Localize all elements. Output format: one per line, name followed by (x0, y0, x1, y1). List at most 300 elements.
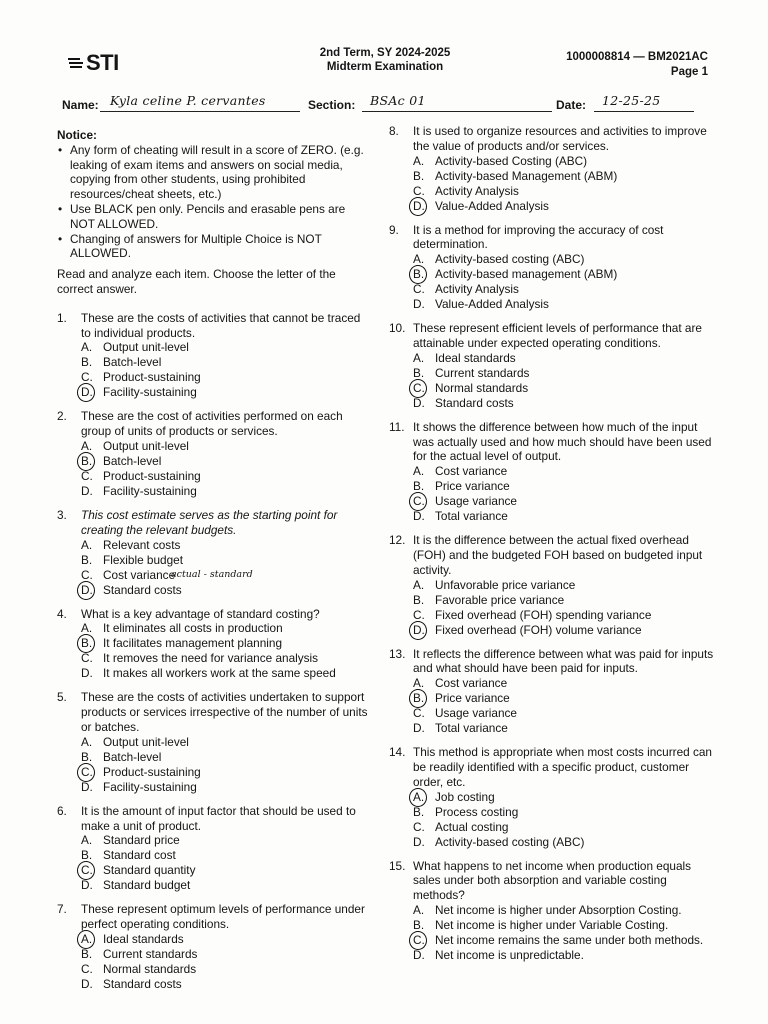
notice-bullet (57, 202, 372, 232)
answer-option[interactable] (81, 583, 372, 598)
answer-option[interactable] (81, 454, 372, 469)
answer-option[interactable] (413, 790, 719, 805)
answer-option[interactable] (81, 750, 372, 765)
answer-option[interactable] (413, 396, 719, 411)
question-item (389, 647, 719, 737)
question-stem (389, 321, 719, 351)
option-letter (81, 932, 103, 947)
question-stem (389, 533, 719, 577)
option-text: Standard costs (435, 395, 514, 410)
answer-option[interactable] (413, 184, 719, 199)
option-letter-text: D. (81, 483, 93, 498)
option-letter (413, 933, 435, 948)
option-letter-text: A. (413, 252, 425, 267)
option-letter-text: D. (413, 198, 425, 213)
option-list (57, 538, 372, 598)
option-text: Facility-sustaining (103, 385, 197, 400)
option-list (389, 252, 719, 312)
option-letter-text: C. (413, 183, 425, 198)
option-text: Job costing (435, 789, 495, 804)
option-letter (81, 385, 103, 400)
answer-option[interactable] (81, 469, 372, 484)
option-letter (413, 706, 435, 721)
term-line: 2nd Term, SY 2024-2025 (319, 47, 451, 59)
option-text: It removes the need for variance analysis (103, 651, 319, 666)
option-letter-text: A. (413, 577, 425, 592)
question-stem (389, 647, 719, 677)
question-stem (57, 311, 372, 341)
option-letter (81, 962, 103, 977)
notice-title: Notice: (57, 128, 97, 142)
option-letter-text: A. (81, 734, 93, 749)
date-line (594, 111, 694, 112)
question-text: These represent efficient levels of performance that are attainable under expected operating conditions. (413, 321, 702, 350)
question-number: 12. (389, 533, 406, 548)
question-stem (57, 902, 372, 932)
question-list-right (389, 124, 719, 963)
option-list (57, 621, 372, 681)
answer-option[interactable] (413, 721, 719, 736)
logo-swoosh-icon (68, 55, 84, 71)
question-item (57, 690, 372, 794)
option-text: Output unit-level (103, 734, 189, 749)
option-letter (81, 355, 103, 370)
option-text: Activity-based costing (ABC) (435, 252, 585, 267)
answer-option[interactable] (413, 691, 719, 706)
answer-option[interactable] (413, 903, 719, 918)
option-letter (81, 878, 103, 893)
question-text: It shows the difference between how much of the input was actually used and how much should have been used for the actual level of output. (413, 419, 712, 464)
option-text: Net income is higher under Variable Costing. (435, 917, 669, 932)
bullet-icon: • (58, 142, 63, 157)
question-item (57, 409, 372, 499)
question-number: 11. (389, 419, 405, 434)
question-number: 10. (389, 321, 406, 336)
question-stem (57, 409, 372, 439)
answer-circle-mark (77, 581, 95, 600)
answer-option[interactable] (413, 381, 719, 396)
instructions: Read and analyze each item. Choose the letter of the correct answer. (57, 267, 336, 296)
answer-option[interactable] (413, 509, 719, 524)
option-text: Batch-level (103, 355, 162, 370)
option-letter-text: B. (81, 848, 93, 863)
student-info-row (62, 94, 710, 114)
question-text: These represent optimum levels of performance under perfect operating conditions. (81, 902, 365, 932)
question-stem (389, 745, 719, 789)
answer-option[interactable] (413, 593, 719, 608)
option-letter (413, 282, 435, 297)
notice-text: Use BLACK pen only. Pencils and erasable pens are NOT ALLOWED. (70, 201, 346, 231)
question-number: 7. (57, 902, 67, 917)
option-letter (413, 721, 435, 736)
option-letter (81, 538, 103, 553)
question-number: 3. (57, 507, 67, 522)
question-item (389, 859, 719, 963)
question-text: These are the costs of activities undertaken to support products or services irrespective of the number of units or batches. (81, 690, 368, 734)
option-letter (413, 805, 435, 820)
option-letter (413, 351, 435, 366)
option-letter (413, 154, 435, 169)
notice-text: Any form of cheating will result in a score of ZERO. (e.g. leaking of exam items and answers on social media, copying from other students, using prohibited resources/cheat sheets, etc.) (70, 142, 364, 202)
option-list (389, 903, 719, 963)
option-letter (413, 623, 435, 638)
option-letter (413, 297, 435, 312)
option-letter (81, 484, 103, 499)
page-number: Page 1 (670, 66, 708, 78)
option-letter-text: A. (81, 931, 93, 946)
answer-option[interactable] (413, 835, 719, 850)
option-letter (413, 464, 435, 479)
question-text: It is the amount of input factor that should be used to make a unit of product. (81, 803, 356, 833)
option-letter-text: A. (81, 621, 93, 636)
option-letter-text: C. (413, 494, 425, 509)
answer-option[interactable] (413, 706, 719, 721)
option-text: Net income is unpredictable. (435, 947, 584, 962)
option-letter-text: D. (413, 297, 425, 312)
section-value: BSAc 01 (370, 93, 426, 108)
option-letter-text: D. (81, 976, 93, 991)
question-number: 9. (389, 222, 399, 237)
option-list (57, 833, 372, 893)
option-letter (413, 691, 435, 706)
option-text: Standard quantity (103, 863, 196, 878)
option-letter (81, 553, 103, 568)
option-letter-text: A. (81, 833, 93, 848)
option-text: It makes all workers work at the same speed (103, 666, 336, 681)
answer-option[interactable] (413, 608, 719, 623)
option-list (389, 351, 719, 411)
answer-circle-mark (409, 197, 427, 216)
option-letter-text: C. (81, 651, 93, 666)
option-text: Fixed overhead (FOH) spending variance (435, 607, 652, 622)
answer-option[interactable] (81, 765, 372, 780)
option-text: Activity-based Costing (ABC) (435, 153, 588, 168)
option-letter (81, 583, 103, 598)
notice-bullet (57, 232, 372, 262)
option-letter-text: C. (413, 282, 425, 297)
option-letter-text: C. (81, 764, 93, 779)
option-list (57, 932, 372, 992)
answer-option[interactable] (413, 351, 719, 366)
logo-text: STI (86, 50, 119, 75)
option-text: Cost variance (103, 567, 176, 582)
question-list-left (57, 311, 372, 992)
answer-option[interactable] (81, 355, 372, 370)
question-item (57, 902, 372, 992)
option-letter-text: D. (413, 395, 425, 410)
question-text: What happens to net income when production equals sales under both absorption and variable costing methods? (413, 858, 692, 903)
option-text: Price variance (435, 479, 510, 494)
option-letter-text: A. (413, 789, 425, 804)
option-text: Activity Analysis (435, 183, 519, 198)
option-letter-text: C. (413, 380, 425, 395)
option-letter (81, 636, 103, 651)
answer-option[interactable] (413, 366, 719, 381)
option-letter-text: B. (413, 592, 425, 607)
answer-option[interactable] (413, 199, 719, 214)
answer-option[interactable] (413, 479, 719, 494)
option-letter-text: B. (81, 636, 93, 651)
answer-option[interactable] (413, 297, 719, 312)
option-letter-text: B. (413, 365, 425, 380)
question-number: 6. (57, 803, 67, 818)
option-letter-text: C. (413, 706, 425, 721)
option-text: Total variance (435, 509, 508, 524)
option-text: Product-sustaining (103, 764, 201, 779)
option-text: Activity-based Management (ABM) (435, 168, 618, 183)
question-text: These are the costs of activities that cannot be traced to individual products. (81, 310, 361, 340)
option-text: Favorable price variance (435, 592, 565, 607)
option-text: Ideal standards (435, 350, 516, 365)
question-item (389, 124, 719, 214)
name-line (100, 111, 300, 112)
option-text: Standard budget (103, 878, 191, 893)
question-stem (57, 508, 372, 538)
option-letter-text: A. (413, 902, 425, 917)
answer-option[interactable] (81, 833, 372, 848)
answer-option[interactable] (413, 918, 719, 933)
option-text: Process costing (435, 804, 519, 819)
answer-option[interactable] (81, 568, 372, 583)
option-text: Usage variance (435, 494, 517, 509)
answer-option[interactable] (81, 621, 372, 636)
handwritten-note: actual - standard (171, 568, 253, 580)
option-letter-text: A. (81, 438, 93, 453)
option-letter-text: C. (81, 468, 93, 483)
option-letter-text: B. (81, 355, 93, 370)
answer-option[interactable] (81, 370, 372, 385)
bullet-icon: • (58, 201, 63, 216)
option-text: Net income remains the same under both methods. (435, 932, 704, 947)
answer-option[interactable] (81, 735, 372, 750)
option-letter (81, 340, 103, 355)
answer-option[interactable] (81, 848, 372, 863)
answer-option[interactable] (81, 340, 372, 355)
option-text: Standard costs (103, 582, 182, 597)
answer-option[interactable] (413, 948, 719, 963)
option-letter (81, 454, 103, 469)
option-letter (81, 666, 103, 681)
option-text: Normal standards (103, 961, 197, 976)
answer-option[interactable] (81, 651, 372, 666)
answer-circle-mark (77, 383, 95, 402)
section-label: Section: (308, 98, 356, 112)
option-text: Fixed overhead (FOH) volume variance (435, 622, 642, 637)
option-letter-text: B. (81, 946, 93, 961)
option-letter (413, 593, 435, 608)
option-letter (413, 578, 435, 593)
answer-option[interactable] (413, 676, 719, 691)
option-letter (413, 835, 435, 850)
option-letter (81, 977, 103, 992)
answer-option[interactable] (81, 780, 372, 795)
answer-option[interactable] (413, 494, 719, 509)
option-letter (81, 947, 103, 962)
option-letter-text: D. (81, 779, 93, 794)
question-number: 15. (389, 858, 406, 873)
answer-option[interactable] (413, 267, 719, 282)
question-stem (389, 859, 719, 903)
option-letter-text: C. (413, 819, 425, 834)
option-text: Unfavorable price variance (435, 577, 576, 592)
option-text: Relevant costs (103, 537, 181, 552)
option-letter-text: A. (413, 464, 425, 479)
option-letter-text: C. (413, 607, 425, 622)
date-label: Date: (556, 98, 587, 112)
option-letter-text: A. (413, 676, 425, 691)
option-text: Standard price (103, 833, 180, 848)
option-letter (413, 903, 435, 918)
question-text: It reflects the difference between what was paid for inputs and what should have been paid for inputs. (413, 646, 714, 676)
answer-option[interactable] (81, 977, 372, 992)
option-letter (81, 780, 103, 795)
answer-option[interactable] (413, 820, 719, 835)
option-letter-text: D. (413, 721, 425, 736)
question-number: 1. (57, 310, 67, 325)
option-letter-text: D. (413, 947, 425, 962)
option-text: Current standards (103, 946, 198, 961)
notice-bullet (57, 143, 372, 202)
answer-option[interactable] (413, 805, 719, 820)
exam-code: 1000008814 — BM2021AC (566, 51, 708, 63)
option-text: Cost variance (435, 464, 508, 479)
option-text: Output unit-level (103, 340, 189, 355)
option-letter (413, 267, 435, 282)
option-letter (81, 469, 103, 484)
exam-code-block (566, 50, 708, 80)
option-letter (81, 735, 103, 750)
answer-option[interactable] (81, 932, 372, 947)
option-letter-text: C. (81, 370, 93, 385)
option-letter-text: D. (81, 878, 93, 893)
option-letter (413, 396, 435, 411)
question-item (57, 607, 372, 682)
option-letter-text: A. (413, 153, 425, 168)
option-text: Usage variance (435, 706, 517, 721)
option-text: Ideal standards (103, 931, 184, 946)
question-stem (57, 804, 372, 834)
option-letter-text: D. (413, 834, 425, 849)
answer-option[interactable] (81, 439, 372, 454)
question-stem (389, 124, 719, 154)
name-label: Name: (62, 98, 99, 112)
notice-text: Changing of answers for Multiple Choice is NOT ALLOWED. (70, 231, 322, 261)
answer-option[interactable] (81, 538, 372, 553)
date-value: 12-25-25 (602, 93, 661, 108)
option-letter-text: A. (81, 537, 93, 552)
option-text: Batch-level (103, 749, 162, 764)
option-letter-text: B. (81, 552, 93, 567)
answer-option[interactable] (413, 933, 719, 948)
option-letter (81, 765, 103, 780)
option-letter-text: C. (81, 863, 93, 878)
left-column (57, 128, 372, 1001)
name-value: Kyla celine P. cervantes (110, 93, 266, 108)
question-text: It is used to organize resources and activities to improve the value of products and/or services. (413, 124, 707, 153)
option-text: Batch-level (103, 453, 162, 468)
answer-option[interactable] (413, 578, 719, 593)
option-letter (81, 651, 103, 666)
answer-option[interactable] (413, 252, 719, 267)
option-text: Standard cost (103, 848, 176, 863)
question-text: It is the difference between the actual fixed overhead (FOH) and the budgeted FOH based on budgeted input activity. (413, 533, 703, 577)
option-list (57, 340, 372, 400)
answer-option[interactable] (413, 464, 719, 479)
option-text: Facility-sustaining (103, 483, 197, 498)
option-letter-text: D. (413, 509, 425, 524)
option-letter-text: D. (413, 622, 425, 637)
right-column (389, 124, 719, 972)
option-letter-text: A. (81, 340, 93, 355)
answer-option[interactable] (413, 154, 719, 169)
question-text: These are the cost of activities performed on each group of units of products or services. (81, 409, 343, 439)
option-list (57, 439, 372, 499)
answer-option[interactable] (81, 385, 372, 400)
option-letter (413, 199, 435, 214)
answer-option[interactable] (81, 666, 372, 681)
answer-option[interactable] (413, 282, 719, 297)
answer-option[interactable] (81, 484, 372, 499)
answer-option[interactable] (413, 169, 719, 184)
answer-circle-mark (409, 621, 427, 640)
option-text: Output unit-level (103, 438, 189, 453)
question-number: 2. (57, 409, 67, 424)
option-text: Activity-based management (ABM) (435, 267, 618, 282)
exam-type: Midterm Examination (326, 61, 444, 73)
option-text: Activity Analysis (435, 282, 519, 297)
question-number: 4. (57, 606, 67, 621)
question-item (389, 420, 719, 524)
question-stem (389, 420, 719, 464)
answer-option[interactable] (81, 878, 372, 893)
option-letter-text: C. (413, 932, 425, 947)
option-letter-text: C. (81, 567, 93, 582)
question-item (57, 508, 372, 598)
option-text: Current standards (435, 365, 530, 380)
option-letter-text: C. (81, 961, 93, 976)
option-letter-text: D. (81, 582, 93, 597)
option-list (389, 676, 719, 736)
question-stem (389, 223, 719, 253)
option-list (389, 464, 719, 524)
option-letter-text: B. (413, 267, 425, 282)
answer-option[interactable] (81, 636, 372, 651)
option-text: It facilitates management planning (103, 636, 283, 651)
option-text: Standard costs (103, 976, 182, 991)
answer-option[interactable] (81, 553, 372, 568)
question-text: What is a key advantage of standard costing? (81, 606, 320, 621)
question-stem (57, 690, 372, 734)
question-item (389, 745, 719, 849)
option-text: Facility-sustaining (103, 779, 197, 794)
sti-logo (68, 50, 119, 76)
option-list (389, 578, 719, 638)
answer-option[interactable] (81, 947, 372, 962)
answer-option[interactable] (81, 863, 372, 878)
option-letter-text: B. (413, 168, 425, 183)
answer-option[interactable] (81, 962, 372, 977)
option-letter-text: B. (81, 453, 93, 468)
bullet-icon: • (58, 231, 63, 246)
option-letter (413, 820, 435, 835)
question-text: This cost estimate serves as the starting point for creating the relevant budgets. (81, 507, 338, 537)
answer-option[interactable] (413, 623, 719, 638)
option-text: Value-Added Analysis (435, 198, 549, 213)
option-letter-text: B. (81, 749, 93, 764)
question-stem (57, 607, 372, 622)
option-letter (413, 790, 435, 805)
question-text: It is a method for improving the accuracy of cost determination. (413, 222, 664, 252)
